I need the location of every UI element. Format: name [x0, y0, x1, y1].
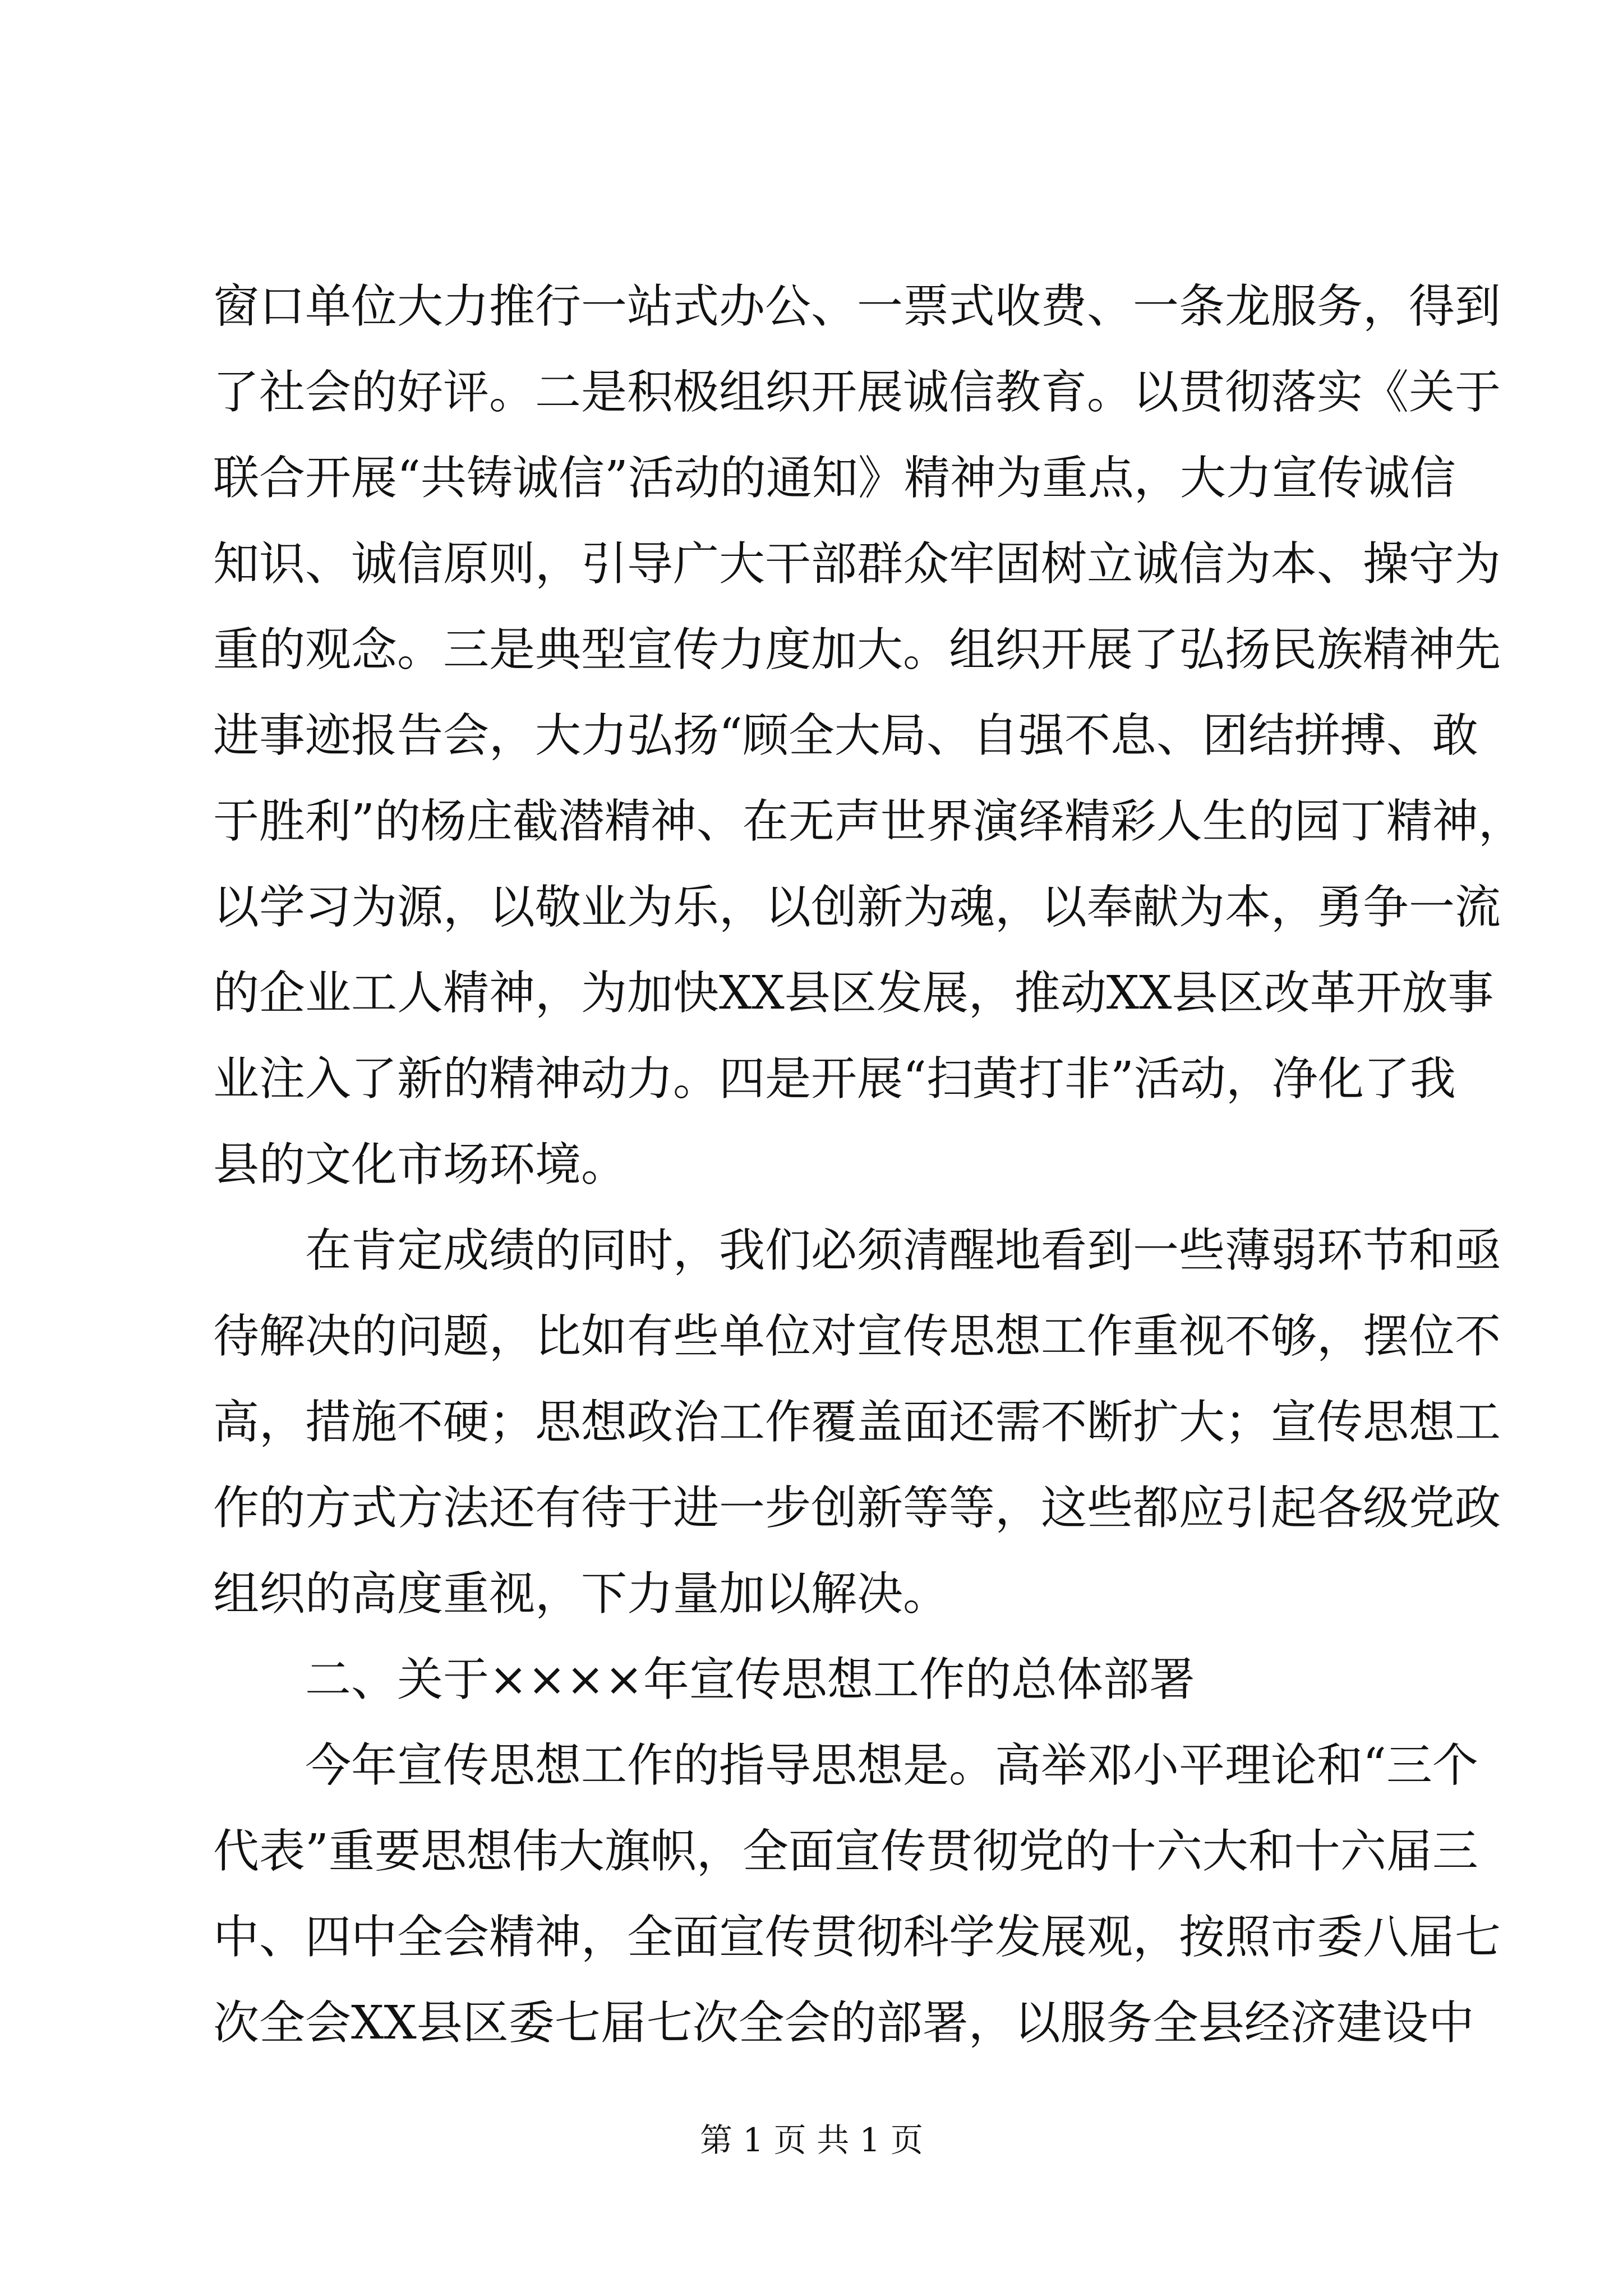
paragraph	[213, 1208, 1501, 1637]
text-line: 中、四中全会精神，全面宣传贯彻科学发展观，按照市委八届七	[213, 1911, 1501, 1964]
text-line: 于胜利”的杨庄截潜精神、在无声世界演绎精彩人生的园丁精神，	[213, 795, 1524, 848]
text-line: 知识、诚信原则，引导广大干部群众牢固树立诚信为本、操守为	[213, 537, 1501, 591]
document-body	[213, 264, 1524, 2066]
text-line: 今年宣传思想工作的指导思想是。高举邓小平理论和“三个	[305, 1739, 1478, 1792]
text-line: 窗口单位大力推行一站式办公、一票式收费、一条龙服务，得到	[213, 280, 1501, 333]
text-line: 次全会XX县区委七届七次全会的部署，以服务全县经济建设中	[213, 1996, 1474, 2050]
text-line: 联合开展“共铸诚信”活动的通知》精神为重点，大力宣传诚信	[213, 452, 1456, 505]
text-line: 重的观念。三是典型宣传力度加大。组织开展了弘扬民族精神先	[213, 623, 1501, 677]
text-line: 作的方式方法还有待于进一步创新等等，这些都应引起各级党政	[213, 1481, 1501, 1535]
text-line: 了社会的好评。二是积极组织开展诚信教育。以贯彻落实《关于	[213, 366, 1501, 419]
page-number-label: 第 1 页 共 1 页	[700, 2121, 923, 2159]
text-line: 代表”重要思想伟大旗帜，全面宣传贯彻党的十六大和十六届三	[213, 1825, 1478, 1878]
paragraph	[213, 264, 1524, 1208]
text-line: 以学习为源，以敬业为乐，以创新为魂，以奉献为本，勇争一流	[213, 881, 1501, 934]
text-line: 进事迹报告会，大力弘扬“顾全大局、自强不息、团结拼搏、敢	[213, 709, 1478, 762]
section-heading	[213, 1637, 1413, 1723]
paragraph	[213, 1723, 1501, 2066]
text-line: 业注入了新的精神动力。四是开展“扫黄打非”活动，净化了我	[213, 1052, 1456, 1106]
text-line: 县的文化市场环境。	[213, 1138, 628, 1191]
text-line: 在肯定成绩的同时，我们必须清醒地看到一些薄弱环节和亟	[305, 1224, 1501, 1277]
page-footer	[0, 2114, 1623, 2161]
text-line: 组织的高度重视，下力量加以解决。	[213, 1567, 949, 1621]
section-heading-text: 二、关于××××年宣传思想工作的总体部署	[305, 1653, 1195, 1706]
text-line: 的企业工人精神，为加快XX县区发展，推动XX县区改革开放事	[213, 967, 1494, 1020]
text-line: 待解决的问题，比如有些单位对宣传思想工作重视不够，摆位不	[213, 1310, 1501, 1363]
text-line: 高，措施不硬；思想政治工作覆盖面还需不断扩大；宣传思想工	[213, 1396, 1501, 1449]
